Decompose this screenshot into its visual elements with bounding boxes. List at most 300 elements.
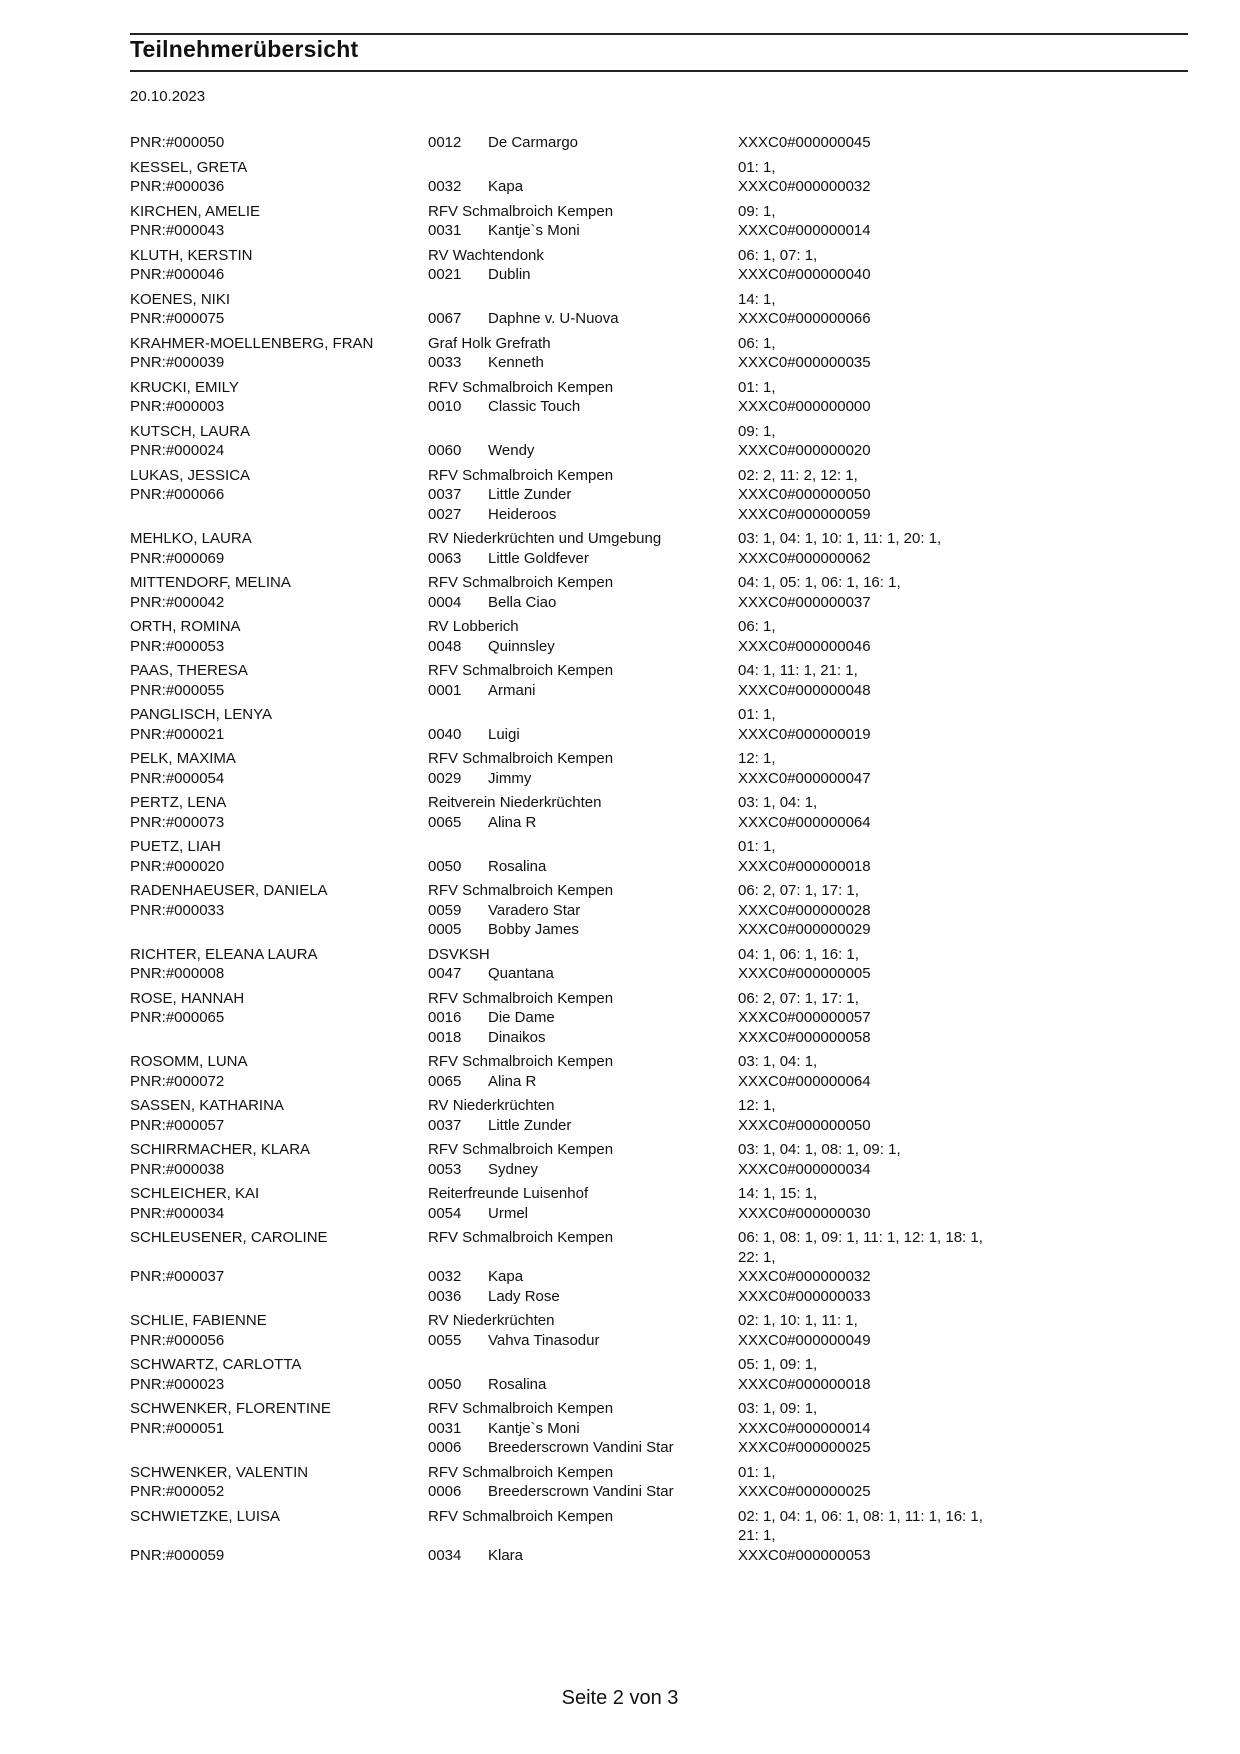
horse-name: Urmel (488, 1204, 528, 1222)
club-or-horse (428, 1482, 738, 1502)
horse-number: 0027 (428, 505, 462, 523)
competitions-or-code: 01: 1, (738, 838, 776, 855)
club-or-horse (428, 1438, 738, 1458)
horse-name: Die Dame (488, 1009, 555, 1026)
horse-name: Wendy (488, 442, 535, 459)
horse-name: Rosalina (488, 857, 547, 875)
competitions-or-code: XXXC0#000000049 (738, 1331, 871, 1349)
club-or-horse (428, 1204, 738, 1224)
participant-pnr: PNR:#000023 (130, 1375, 225, 1393)
horse-name: Alina R (488, 813, 537, 831)
club-or-horse (428, 1331, 738, 1351)
club-or-horse (428, 1546, 738, 1566)
participant-name: SCHWENKER, FLORENTINE (130, 1400, 331, 1417)
participant-entry (130, 1228, 1188, 1306)
participant-pnr: PNR:#000008 (130, 965, 225, 982)
horse-number: 0060 (428, 442, 462, 459)
club-or-horse: RFV Schmalbroich Kempen (428, 1400, 614, 1417)
horse-name: Little Zunder (488, 486, 572, 503)
horse-name: Sydney (488, 1160, 539, 1178)
club-or-horse (428, 397, 738, 417)
participant-entry (130, 529, 1188, 568)
horse-name: Kenneth (488, 354, 544, 371)
competitions-or-code: 14: 1, (738, 290, 776, 308)
participant-pnr (130, 1438, 428, 1458)
horse-number: 0050 (428, 857, 462, 875)
competitions-or-code: XXXC0#000000064 (738, 1072, 871, 1090)
participant-entry (130, 1355, 1188, 1394)
participant-name: KESSEL, GRETA (130, 158, 248, 176)
competitions-or-code: XXXC0#000000050 (738, 1116, 871, 1134)
horse-number: 0029 (428, 769, 462, 787)
horse-name: Little Goldfever (488, 549, 589, 567)
participant-name: PAAS, THERESA (130, 662, 248, 679)
club-or-horse: RFV Schmalbroich Kempen (428, 466, 614, 484)
participant-name: SCHIRRMACHER, KLARA (130, 1141, 311, 1158)
competitions-or-code: 12: 1, (738, 1097, 776, 1114)
participant-pnr (130, 505, 428, 525)
competitions-or-code: 06: 1, (738, 334, 776, 352)
participant-pnr: PNR:#000072 (130, 1072, 225, 1090)
participant-pnr: PNR:#000033 (130, 901, 225, 919)
participant-name: SCHLEUSENER, CAROLINE (130, 1229, 328, 1246)
competitions-or-code: 02: 2, 11: 2, 12: 1, (738, 466, 858, 484)
horse-number: 0006 (428, 1439, 462, 1456)
horse-number: 0059 (428, 901, 462, 919)
competitions-or-code: 09: 1, (738, 202, 776, 220)
club-or-horse (428, 290, 738, 310)
horse-number: 0065 (428, 813, 462, 831)
competitions-or-code: XXXC0#000000019 (738, 725, 871, 743)
club-or-horse: Reitverein Niederkrüchten (428, 794, 602, 811)
page-title: Teilnehmerübersicht (130, 36, 359, 62)
participant-entry (130, 466, 1188, 525)
participant-pnr: PNR:#000069 (130, 549, 225, 567)
horse-number: 0037 (428, 486, 462, 503)
competitions-or-code: 02: 1, 04: 1, 06: 1, 08: 1, 11: 1, 16: 1, (738, 1507, 983, 1525)
club-or-horse (428, 681, 738, 701)
horse-number: 0047 (428, 965, 462, 982)
participant-pnr: PNR:#000059 (130, 1546, 225, 1564)
horse-number: 0001 (428, 681, 462, 699)
competitions-or-code: XXXC0#000000059 (738, 505, 871, 523)
competitions-or-code: 06: 2, 07: 1, 17: 1, (738, 882, 859, 899)
competitions-or-code: 01: 1, (738, 378, 776, 396)
horse-name: Little Zunder (488, 1116, 572, 1134)
horse-name: Bella Ciao (488, 593, 557, 611)
competitions-or-code: 04: 1, 11: 1, 21: 1, (738, 662, 858, 679)
participant-pnr: PNR:#000052 (130, 1483, 225, 1500)
club-or-horse (428, 725, 738, 745)
participant-pnr: PNR:#000042 (130, 593, 225, 611)
club-or-horse (428, 1526, 738, 1546)
horse-name: Classic Touch (488, 398, 581, 415)
club-or-horse (428, 1419, 738, 1439)
competitions-or-code: XXXC0#000000033 (738, 1287, 871, 1305)
competitions-or-code: XXXC0#000000025 (738, 1483, 871, 1500)
participant-name: LUKAS, JESSICA (130, 466, 251, 484)
horse-number: 0031 (428, 222, 462, 239)
competitions-or-code: XXXC0#000000014 (738, 222, 871, 239)
club-or-horse: RFV Schmalbroich Kempen (428, 750, 614, 767)
participant-pnr: PNR:#000024 (130, 442, 225, 459)
report-date: 20.10.2023 (130, 88, 206, 105)
competitions-or-code: 03: 1, 04: 1, (738, 1053, 818, 1070)
participant-pnr: PNR:#000021 (130, 725, 225, 743)
club-or-horse (428, 1355, 738, 1375)
participant-entry (130, 133, 1188, 153)
participant-name: KLUTH, KERSTIN (130, 246, 253, 264)
competitions-or-code: XXXC0#000000064 (738, 813, 871, 831)
club-or-horse: RFV Schmalbroich Kempen (428, 1229, 614, 1246)
horse-name: Breederscrown Vandini Star (488, 1439, 674, 1456)
participant-pnr: PNR:#000055 (130, 681, 225, 699)
participant-entry (130, 1507, 1188, 1566)
horse-name: Rosalina (488, 1375, 547, 1393)
title-underline (130, 70, 1188, 72)
participant-name: SCHLEICHER, KAI (130, 1185, 260, 1202)
competitions-or-code: 14: 1, 15: 1, (738, 1185, 818, 1202)
participant-name: SCHWENKER, VALENTIN (130, 1463, 309, 1481)
horse-name: Dinaikos (488, 1028, 546, 1046)
club-or-horse (428, 1072, 738, 1092)
participant-name: RADENHAEUSER, DANIELA (130, 882, 328, 899)
club-or-horse (428, 505, 738, 525)
horse-number: 0012 (428, 134, 462, 151)
competitions-or-code: XXXC0#000000032 (738, 1268, 871, 1285)
competitions-or-code: 06: 1, 08: 1, 09: 1, 11: 1, 12: 1, 18: 1, (738, 1229, 983, 1246)
top-rule (130, 33, 1188, 35)
participant-pnr: PNR:#000057 (130, 1116, 225, 1134)
participant-name: SCHWARTZ, CARLOTTA (130, 1356, 302, 1373)
competitions-or-code: 01: 1, (738, 158, 776, 176)
horse-number: 0040 (428, 725, 462, 743)
horse-name: Alina R (488, 1072, 537, 1090)
horse-number: 0016 (428, 1009, 462, 1026)
horse-number: 0054 (428, 1204, 462, 1222)
club-or-horse (428, 1375, 738, 1395)
club-or-horse (428, 813, 738, 833)
club-or-horse (428, 353, 738, 373)
horse-number: 0006 (428, 1483, 462, 1500)
competitions-or-code: XXXC0#000000034 (738, 1160, 871, 1178)
club-or-horse: RFV Schmalbroich Kempen (428, 1507, 614, 1525)
participant-entry (130, 158, 1188, 197)
club-or-horse: RFV Schmalbroich Kempen (428, 882, 614, 899)
competitions-or-code: XXXC0#000000045 (738, 134, 871, 151)
participant-entry (130, 290, 1188, 329)
club-or-horse (428, 1116, 738, 1136)
competitions-or-code: XXXC0#000000025 (738, 1439, 871, 1456)
competitions-or-code: 03: 1, 04: 1, 08: 1, 09: 1, (738, 1141, 901, 1158)
participant-entry (130, 705, 1188, 744)
horse-name: Daphne v. U-Nuova (488, 310, 619, 327)
club-or-horse: RFV Schmalbroich Kempen (428, 202, 614, 220)
participant-entry (130, 202, 1188, 241)
participant-pnr: PNR:#000020 (130, 857, 225, 875)
participant-entry (130, 573, 1188, 612)
participant-name: KUTSCH, LAURA (130, 422, 251, 440)
competitions-or-code: XXXC0#000000057 (738, 1009, 871, 1026)
participant-pnr: PNR:#000036 (130, 178, 225, 195)
participant-pnr (130, 920, 428, 940)
competitions-or-code: 04: 1, 06: 1, 16: 1, (738, 945, 859, 963)
club-or-horse: RFV Schmalbroich Kempen (428, 378, 614, 396)
competitions-or-code: XXXC0#000000018 (738, 1375, 871, 1393)
club-or-horse: DSVKSH (428, 945, 490, 963)
horse-name: Luigi (488, 725, 520, 743)
competitions-or-code: 12: 1, (738, 750, 776, 767)
competitions-or-code: XXXC0#000000020 (738, 442, 871, 459)
club-or-horse (428, 920, 738, 940)
participant-entry (130, 1184, 1188, 1223)
club-or-horse (428, 133, 738, 153)
participant-entry (130, 749, 1188, 788)
competitions-or-code: 09: 1, (738, 422, 776, 440)
horse-number: 0067 (428, 310, 462, 327)
club-or-horse: Reiterfreunde Luisenhof (428, 1185, 589, 1202)
competitions-or-code: XXXC0#000000066 (738, 310, 871, 327)
participant-pnr (130, 1287, 428, 1307)
horse-name: Bobby James (488, 921, 579, 938)
horse-number: 0004 (428, 593, 462, 611)
club-or-horse (428, 857, 738, 877)
participant-name: KRAHMER-MOELLENBERG, FRAN (130, 334, 374, 352)
participant-entry (130, 989, 1188, 1048)
club-or-horse: RFV Schmalbroich Kempen (428, 1463, 614, 1481)
club-or-horse (428, 637, 738, 657)
club-or-horse (428, 1267, 738, 1287)
horse-number: 0050 (428, 1375, 462, 1393)
club-or-horse (428, 422, 738, 442)
participant-entry (130, 881, 1188, 940)
participant-name: PUETZ, LIAH (130, 838, 221, 855)
participant-name: KOENES, NIKI (130, 290, 231, 308)
horse-name: Quinnsley (488, 637, 555, 655)
participant-pnr: PNR:#000075 (130, 310, 225, 327)
horse-name: Armani (488, 681, 536, 699)
horse-number: 0055 (428, 1331, 462, 1349)
horse-name: Kantje`s Moni (488, 222, 580, 239)
competitions-or-code: XXXC0#000000037 (738, 593, 871, 611)
participant-pnr: PNR:#000051 (130, 1419, 225, 1437)
competitions-or-code: XXXC0#000000035 (738, 354, 871, 371)
competitions-or-code: XXXC0#000000030 (738, 1204, 871, 1222)
competitions-or-code: XXXC0#000000029 (738, 921, 871, 938)
club-or-horse: RFV Schmalbroich Kempen (428, 989, 614, 1007)
participant-entry (130, 246, 1188, 285)
club-or-horse: Graf Holk Grefrath (428, 334, 551, 352)
club-or-horse (428, 221, 738, 241)
competitions-or-code: XXXC0#000000032 (738, 178, 871, 195)
participant-entry (130, 617, 1188, 656)
horse-number: 0063 (428, 549, 462, 567)
club-or-horse (428, 265, 738, 285)
horse-name: De Carmargo (488, 134, 579, 151)
competitions-or-code: 06: 2, 07: 1, 17: 1, (738, 989, 859, 1007)
horse-name: Kapa (488, 178, 524, 195)
club-or-horse (428, 769, 738, 789)
horse-number: 0033 (428, 354, 462, 371)
club-or-horse: RV Niederkrüchten (428, 1097, 555, 1114)
club-or-horse (428, 1248, 738, 1268)
participant-name: ROSE, HANNAH (130, 989, 245, 1007)
participant-name: RICHTER, ELEANA LAURA (130, 945, 318, 963)
club-or-horse (428, 1008, 738, 1028)
horse-name: Heideroos (488, 505, 557, 523)
participant-entry (130, 1399, 1188, 1458)
club-or-horse: RV Niederkrüchten (428, 1312, 555, 1329)
competitions-or-code: 01: 1, (738, 1463, 776, 1481)
participant-entry (130, 793, 1188, 832)
competitions-or-code: XXXC0#000000047 (738, 769, 871, 787)
horse-number: 0032 (428, 178, 462, 195)
participant-entry (130, 1052, 1188, 1091)
competitions-or-code: 02: 1, 10: 1, 11: 1, (738, 1312, 858, 1329)
competitions-or-code: 03: 1, 09: 1, (738, 1400, 818, 1417)
horse-name: Breederscrown Vandini Star (488, 1483, 674, 1500)
competitions-or-code: 05: 1, 09: 1, (738, 1356, 818, 1373)
competitions-or-code: XXXC0#000000000 (738, 398, 871, 415)
competitions-or-code: 06: 1, (738, 618, 776, 635)
club-or-horse (428, 964, 738, 984)
participant-pnr: PNR:#000039 (130, 354, 225, 371)
club-or-horse (428, 309, 738, 329)
participant-entry (130, 1140, 1188, 1179)
horse-name: Varadero Star (488, 901, 581, 919)
participant-name: PELK, MAXIMA (130, 750, 236, 767)
competitions-or-code: XXXC0#000000053 (738, 1546, 871, 1564)
participant-pnr: PNR:#000043 (130, 222, 225, 239)
participant-pnr: PNR:#000046 (130, 266, 225, 283)
competitions-or-code: 04: 1, 05: 1, 06: 1, 16: 1, (738, 574, 901, 591)
horse-number: 0065 (428, 1072, 462, 1090)
competitions-or-code: XXXC0#000000062 (738, 549, 871, 567)
horse-name: Vahva Tinasodur (488, 1331, 600, 1349)
competitions-or-code: 06: 1, 07: 1, (738, 246, 818, 264)
participant-name: PANGLISCH, LENYA (130, 706, 272, 723)
club-or-horse (428, 485, 738, 505)
horse-number: 0032 (428, 1268, 462, 1285)
club-or-horse (428, 158, 738, 178)
horse-name: Jimmy (488, 769, 532, 787)
competitions-or-code: 21: 1, (738, 1527, 776, 1544)
participant-pnr: PNR:#000038 (130, 1160, 225, 1178)
horse-number: 0036 (428, 1287, 462, 1305)
competitions-or-code: XXXC0#000000046 (738, 637, 871, 655)
participant-entry (130, 1311, 1188, 1350)
club-or-horse (428, 1028, 738, 1048)
participant-pnr: PNR:#000003 (130, 398, 225, 415)
participant-name: SASSEN, KATHARINA (130, 1097, 284, 1114)
participant-name: PERTZ, LENA (130, 794, 227, 811)
club-or-horse (428, 593, 738, 613)
club-or-horse (428, 705, 738, 725)
competitions-or-code: XXXC0#000000040 (738, 266, 871, 283)
club-or-horse: RV Niederkrüchten und Umgebung (428, 530, 662, 547)
participant-pnr: PNR:#000056 (130, 1331, 225, 1349)
participant-pnr: PNR:#000066 (130, 486, 225, 503)
participant-pnr (130, 1028, 428, 1048)
club-or-horse: RFV Schmalbroich Kempen (428, 1053, 614, 1070)
competitions-or-code: 22: 1, (738, 1248, 776, 1266)
participant-entry (130, 945, 1188, 984)
club-or-horse (428, 549, 738, 569)
club-or-horse (428, 901, 738, 921)
participant-pnr: PNR:#000073 (130, 813, 225, 831)
participant-pnr (130, 1526, 428, 1546)
page-number: Seite 2 von 3 (561, 1687, 679, 1709)
participant-name: SCHWIETZKE, LUISA (130, 1507, 281, 1525)
club-or-horse (428, 441, 738, 461)
competitions-or-code: XXXC0#000000050 (738, 486, 871, 503)
club-or-horse: RV Lobberich (428, 618, 519, 635)
participant-name: KIRCHEN, AMELIE (130, 202, 261, 220)
horse-number: 0034 (428, 1546, 462, 1564)
club-or-horse: RV Wachtendonk (428, 246, 544, 264)
horse-number: 0018 (428, 1028, 462, 1046)
horse-name: Lady Rose (488, 1287, 560, 1305)
competitions-or-code: XXXC0#000000058 (738, 1028, 871, 1046)
horse-number: 0005 (428, 921, 462, 938)
participant-entry (130, 378, 1188, 417)
competitions-or-code: 03: 1, 04: 1, 10: 1, 11: 1, 20: 1, (738, 530, 942, 547)
participant-pnr: PNR:#000053 (130, 637, 225, 655)
club-or-horse (428, 837, 738, 857)
competitions-or-code: 03: 1, 04: 1, (738, 794, 818, 811)
participant-list (130, 133, 1188, 1570)
participant-name: ORTH, ROMINA (130, 618, 241, 635)
horse-number: 0021 (428, 266, 462, 283)
competitions-or-code: XXXC0#000000005 (738, 965, 871, 982)
horse-name: Dublin (488, 266, 531, 283)
horse-name: Kantje`s Moni (488, 1419, 580, 1437)
participant-pnr: PNR:#000034 (130, 1204, 225, 1222)
participant-entry (130, 1096, 1188, 1135)
horse-number: 0010 (428, 398, 462, 415)
horse-name: Kapa (488, 1268, 524, 1285)
participant-pnr: PNR:#000054 (130, 769, 225, 787)
horse-number: 0048 (428, 637, 462, 655)
participant-entry (130, 422, 1188, 461)
competitions-or-code: 01: 1, (738, 706, 776, 723)
competitions-or-code: XXXC0#000000048 (738, 681, 871, 699)
horse-name: Quantana (488, 965, 554, 982)
club-or-horse (428, 1287, 738, 1307)
participant-name: ROSOMM, LUNA (130, 1053, 248, 1070)
competitions-or-code: XXXC0#000000018 (738, 857, 871, 875)
participant-name: KRUCKI, EMILY (130, 378, 239, 396)
competitions-or-code: XXXC0#000000028 (738, 901, 871, 919)
horse-number: 0031 (428, 1419, 462, 1437)
participant-name: MEHLKO, LAURA (130, 530, 252, 547)
participant-entry (130, 837, 1188, 876)
participant-name: MITTENDORF, MELINA (130, 574, 291, 591)
participant-entry (130, 1463, 1188, 1502)
club-or-horse: RFV Schmalbroich Kempen (428, 662, 614, 679)
participant-pnr: PNR:#000065 (130, 1009, 225, 1026)
participant-entry (130, 661, 1188, 700)
club-or-horse (428, 177, 738, 197)
horse-number: 0037 (428, 1116, 462, 1134)
participant-name: SCHLIE, FABIENNE (130, 1312, 267, 1329)
horse-name: Klara (488, 1546, 524, 1564)
participant-pnr: PNR:#000037 (130, 1268, 225, 1285)
participant-pnr (130, 1248, 428, 1268)
club-or-horse: RFV Schmalbroich Kempen (428, 574, 614, 591)
competitions-or-code: XXXC0#000000014 (738, 1419, 871, 1437)
club-or-horse: RFV Schmalbroich Kempen (428, 1141, 614, 1158)
